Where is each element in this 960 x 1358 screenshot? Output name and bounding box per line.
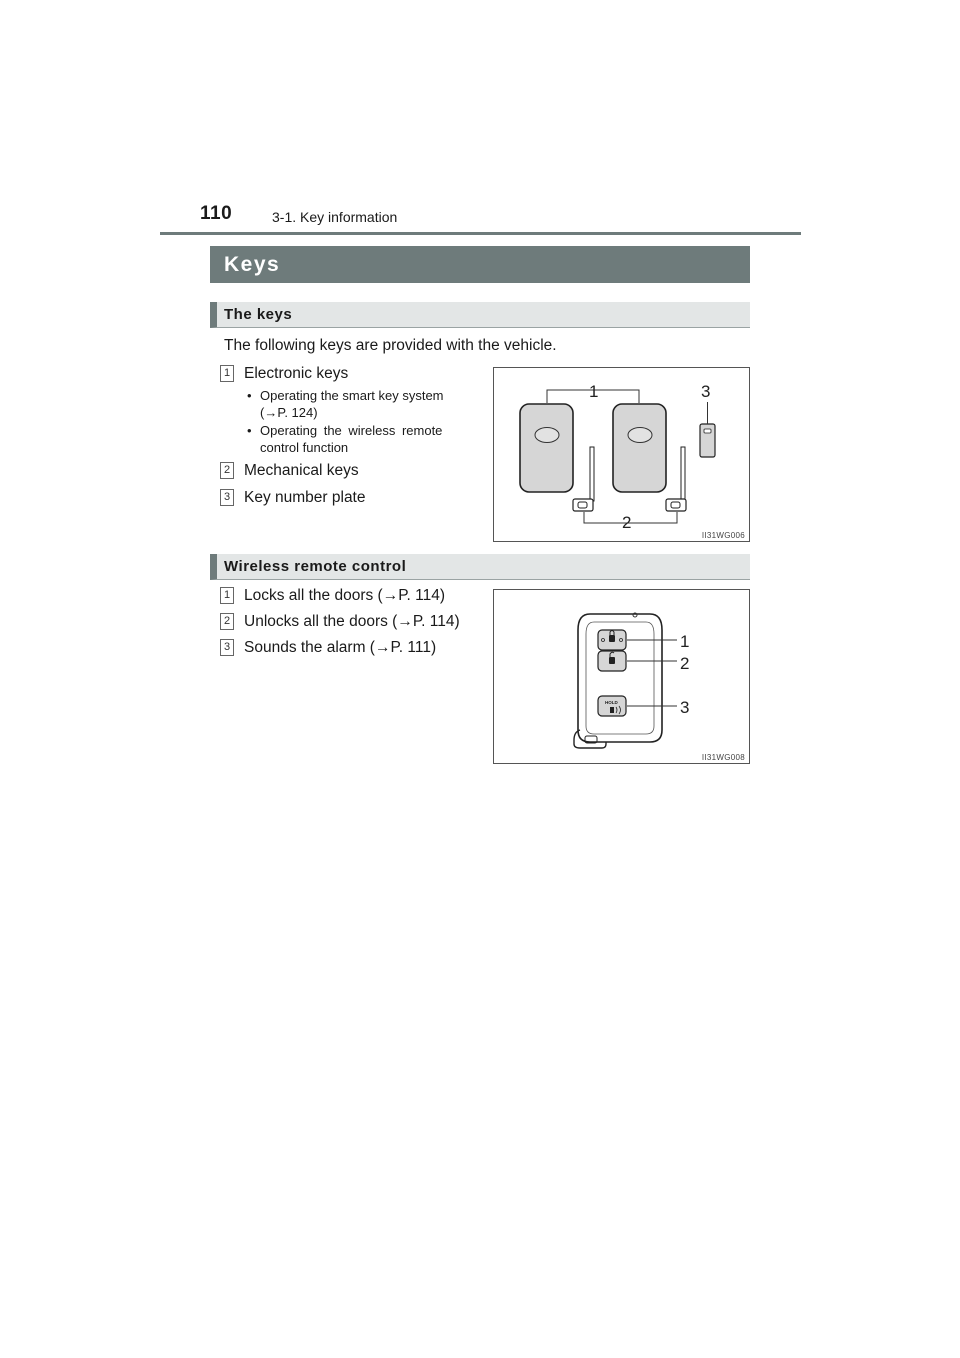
mechanical-key-blade xyxy=(590,447,594,501)
intro-text: The following keys are provided with the vehicle. xyxy=(224,337,557,354)
mechanical-key-head xyxy=(573,499,593,511)
sub-bullet-line: (→P. 124) xyxy=(260,405,318,420)
sub-bullet-line: control function xyxy=(260,440,349,455)
sub-bullet-line: Operating the wireless remote xyxy=(260,423,443,438)
list-item xyxy=(220,489,366,507)
figure-keys xyxy=(493,367,750,542)
sub-bullet xyxy=(247,422,479,456)
remote-illustration xyxy=(494,590,750,764)
callout-2: 2 xyxy=(622,513,632,532)
callout-2: 2 xyxy=(680,654,690,673)
item-number-badge: 1 xyxy=(220,587,234,604)
item-label: Locks all the doors (→P. 114) xyxy=(244,587,446,604)
sub-bullet-line: Operating the smart key system xyxy=(260,388,444,403)
list-item xyxy=(220,365,348,383)
electronic-key-body xyxy=(613,404,666,492)
item-label: Electronic keys xyxy=(244,365,349,382)
item-number-badge: 3 xyxy=(220,639,234,656)
item-label: Key number plate xyxy=(244,489,366,506)
callout-1: 1 xyxy=(680,632,690,651)
item-label: Unlocks all the doors (→P. 114) xyxy=(244,613,460,630)
header-rule xyxy=(160,232,801,235)
key-emblem xyxy=(535,428,559,443)
page-title: Keys xyxy=(210,246,750,283)
list-item xyxy=(220,462,359,480)
page-number: 110 xyxy=(200,203,233,224)
callout-3: 3 xyxy=(701,382,711,401)
callout-1: 1 xyxy=(589,382,599,401)
bullet-dot: • xyxy=(247,388,252,403)
item-label: Sounds the alarm (→P. 111) xyxy=(244,639,437,656)
electronic-key-body xyxy=(520,404,573,492)
figure-code: II31WG008 xyxy=(701,753,745,762)
sub-bullet xyxy=(247,387,479,421)
key-emblem xyxy=(628,428,652,443)
keys-illustration xyxy=(494,368,750,542)
item-number-badge: 2 xyxy=(220,462,234,479)
mechanical-key-head xyxy=(666,499,686,511)
item-number-badge: 1 xyxy=(220,365,234,382)
item-label: Mechanical keys xyxy=(244,462,359,479)
mechanical-key-blade xyxy=(681,447,685,501)
hold-label: HOLD xyxy=(605,700,618,705)
breadcrumb: 3-1. Key information xyxy=(272,209,398,225)
figure-wireless-remote xyxy=(493,589,750,764)
item-number-badge: 3 xyxy=(220,489,234,506)
figure-code: II31WG006 xyxy=(701,531,745,540)
section-heading-the-keys: The keys xyxy=(210,302,750,328)
list-item xyxy=(220,613,460,631)
callout-3: 3 xyxy=(680,698,690,717)
section-heading-wireless-remote: Wireless remote control xyxy=(210,554,750,580)
list-item xyxy=(220,639,436,657)
item-number-badge: 2 xyxy=(220,613,234,630)
bullet-dot: • xyxy=(247,423,252,438)
list-item xyxy=(220,587,445,605)
